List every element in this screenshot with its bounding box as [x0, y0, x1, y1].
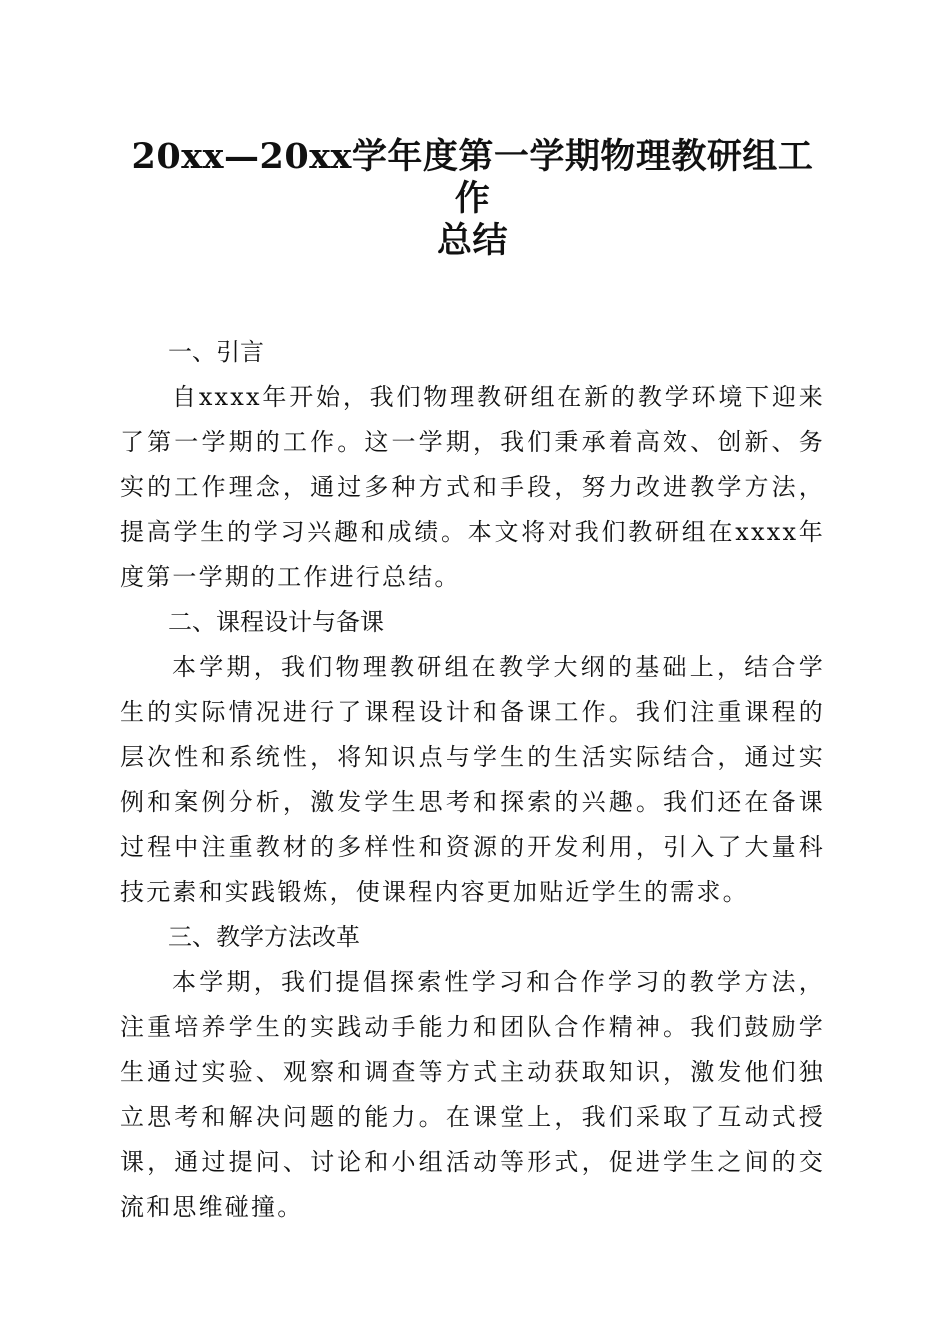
section-paragraph: 本学期，我们提倡探索性学习和合作学习的教学方法，注重培养学生的实践动手能力和团队合作精神。我们鼓励学生通过实验、观察和调查等方式主动获取知识，激发他们独立思考和解决问题的能力。在课堂上，我们采取了互动式授课，通过提问、讨论和小组活动等形式，促进学生之间的交流和思维碰撞。 [120, 968, 825, 1221]
section-paragraph: 自xxxx年开始，我们物理教研组在新的教学环境下迎来了第一学期的工作。这一学期，我们秉承着高效、创新、务实的工作理念，通过多种方式和手段，努力改进教学方法，提高学生的学习兴趣和成绩。本文将对我们教研组在xxxx年度第一学期的工作进行总结。 [120, 383, 825, 591]
section-course-design [120, 600, 825, 915]
title-line-2: 总结 [436, 220, 508, 261]
section-heading: 一、引言 [168, 338, 264, 366]
section-paragraph: 本学期，我们物理教研组在教学大纲的基础上，结合学生的实际情况进行了课程设计和备课工作。我们注重课程的层次性和系统性，将知识点与学生的生活实际结合，通过实例和案例分析，激发学生思考和探索的兴趣。我们还在备课过程中注重教材的多样性和资源的开发利用，引入了大量科技元素和实践锻炼，使课程内容更加贴近学生的需求。 [120, 653, 825, 906]
section-introduction [120, 330, 825, 600]
document-page [120, 136, 825, 1230]
section-heading: 三、教学方法改革 [168, 923, 360, 951]
title-line-1: 20xx—20xx学年度第一学期物理教研组工作 [131, 136, 814, 219]
section-heading: 二、课程设计与备课 [168, 608, 384, 636]
section-teaching-reform [120, 915, 825, 1230]
document-title [120, 136, 825, 262]
